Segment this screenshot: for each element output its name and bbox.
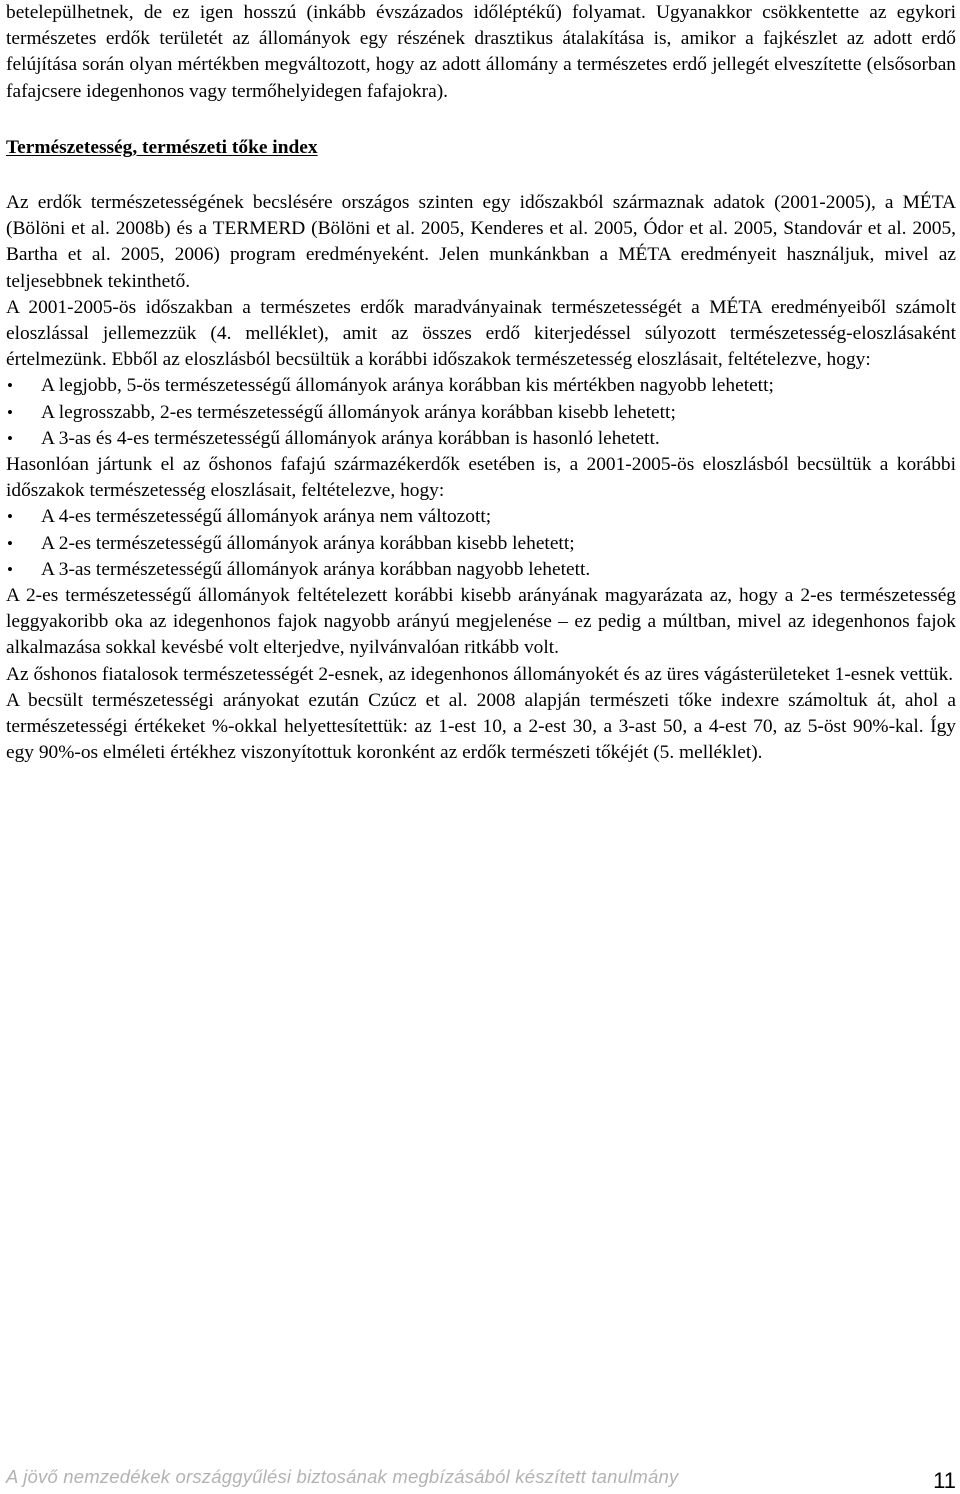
list-item-text: A legjobb, 5-ös természetességű állományok aránya korábban kis mértékben nagyobb lehetett;	[41, 375, 774, 397]
list-item	[6, 426, 956, 452]
bullet-icon: •	[7, 376, 13, 396]
body-paragraph: A 2001-2005-ös időszakban a természetes erdők maradványainak természetességét a MÉTA eredményeiből számolt eloszlással jellemezzük (4. melléklet), amit az összes erdő kiterjedéssel súlyozott természetesség-eloszlásaként értelmezünk. Ebből az eloszlásból becsültük a korábbi időszakok természetesség eloszlásait, feltételezve, hogy:	[6, 296, 956, 371]
page-footer	[6, 1466, 956, 1493]
list-item	[6, 504, 956, 530]
body-paragraph: Az erdők természetességének becslésére országos szinten egy időszakból származnak adatok (2001-2005), a MÉTA (Bölöni et al. 2008b) és a TERMERD (Bölöni et al. 2005, Kenderes et al. 2005, Ódor et al. 2005, Standovár et al. 2005, Bartha et al. 2005, 2006) program eredményeként. Jelen munkánkban a MÉTA eredményeit használjuk, mivel az teljesebbnek tekinthető.	[6, 192, 956, 292]
document-page	[6, 0, 956, 766]
body-paragraph: Hasonlóan jártunk el az őshonos fafajú származékerdők esetében is, a 2001-2005-ös eloszlásból becsültük a korábbi időszakok természetesség eloszlásait, feltételezve, hogy:	[6, 454, 956, 502]
list-item-text: A 3-as és 4-es természetességű állományok aránya korábban is hasonló lehetett.	[41, 427, 660, 449]
bullet-icon: •	[7, 428, 13, 448]
list-item-text: A legrosszabb, 2-es természetességű állományok aránya korábban kisebb lehetett;	[41, 401, 676, 423]
list-item	[6, 531, 956, 557]
list-item	[6, 373, 956, 399]
bullet-icon: •	[7, 533, 13, 553]
list-item	[6, 400, 956, 426]
body-paragraph: A becsült természetességi arányokat ezután Czúcz et al. 2008 alapján természeti tőke indexre számoltuk át, ahol a természetességi értékeket %-okkal helyettesítettük: az 1-est 10, a 2-est 30, a 3-ast 50, a 4-est 70, az 5-öst 90%-kal. Így egy 90%-os elméleti értékhez viszonyítottuk koronként az erdők természeti tőkéjét (5. melléklet).	[6, 689, 956, 764]
bullet-icon: •	[7, 402, 13, 422]
bullet-icon: •	[7, 507, 13, 527]
bullet-list	[6, 373, 956, 452]
body-paragraph: Az őshonos fiatalosok természetességét 2-esnek, az idegenhonos állományokét és az üres vágásterületeket 1-esnek vettük.	[6, 663, 954, 685]
list-item-text: A 2-es természetességű állományok aránya korábban kisebb lehetett;	[41, 532, 575, 554]
list-item-text: A 3-as természetességű állományok aránya korábban nagyobb lehetett.	[41, 558, 591, 580]
body-paragraph: A 2-es természetességű állományok feltételezett korábbi kisebb arányának magyarázata az, hogy a 2-es természetesség leggyakoribb oka az idegenhonos fajok nagyobb arányú megjelenése – ez pedig a múltban, mivel az idegenhonos fajok alkalmazása sokkal kevésbé volt elterjedve, nyilvánvalóan ritkább volt.	[6, 585, 956, 659]
page-number: 11	[933, 1468, 956, 1493]
section-heading: Természetesség, természeti tőke index	[6, 136, 318, 158]
bullet-list	[6, 504, 956, 583]
footer-text: A jövő nemzedékek országgyűlési biztosának megbízásából készített tanulmány	[6, 1466, 679, 1487]
intro-paragraph: betelepülhetnek, de ez igen hosszú (inkább évszázados időléptékű) folyamat. Ugyanakkor csökkentette az egykori természetes erdők területét az állományok egy részének drasztikus átalakítása is, amikor a fajkészlet az adott erdő felújítása során olyan mértékben megváltozott, hogy az adott állomány a természetes erdő jellegét elveszítette (elsősorban fafajcsere idegenhonos vagy termőhelyidegen fafajokra).	[6, 2, 956, 102]
list-item-text: A 4-es természetességű állományok aránya nem változott;	[41, 506, 492, 528]
list-item	[6, 557, 956, 583]
bullet-icon: •	[7, 559, 13, 579]
